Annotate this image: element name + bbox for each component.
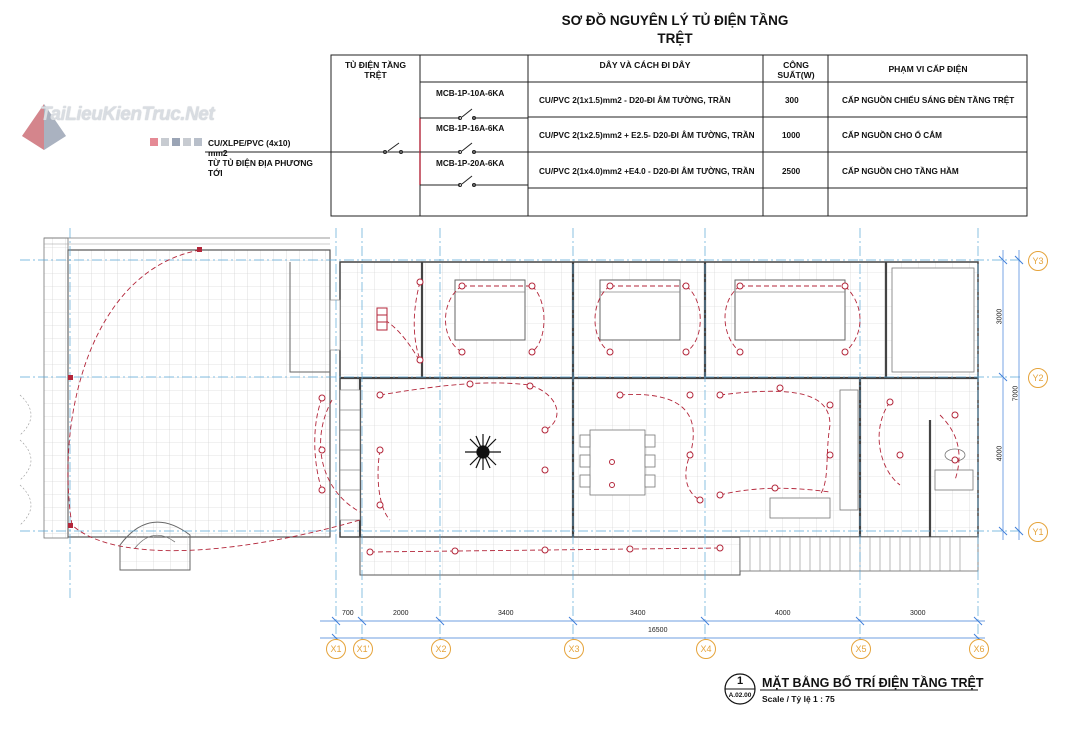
axis-bubble-x4: X4 (696, 639, 716, 659)
feeder-line3: TỪ TỦ ĐIỆN ĐỊA PHƯƠNG (208, 158, 313, 168)
dim-x4: 3400 (630, 610, 646, 617)
dim-y1: 3000 (996, 308, 1004, 325)
axis-bubble-y2: Y2 (1028, 368, 1048, 388)
house-body (330, 262, 978, 575)
row3-scope: CẤP NGUỒN CHO TẦNG HẦM (842, 167, 959, 176)
row1-power: 300 (785, 96, 799, 105)
feeder-line2: mm2 (208, 148, 228, 158)
schematic-title-line2: TRỆT (657, 31, 693, 46)
axis-bubble-x6: X6 (969, 639, 989, 659)
row2-power: 1000 (782, 131, 801, 140)
axis-bubble-x1: X1 (326, 639, 346, 659)
breaker-label-row2: MCB-1P-16A-6KA (436, 124, 505, 133)
schematic-title-line1: SƠ ĐỒ NGUYÊN LÝ TỦ ĐIỆN TẦNG (561, 13, 789, 28)
terrace-area (20, 238, 330, 570)
dim-y-total: 7000 (1012, 385, 1020, 402)
axis-bubble-y3: Y3 (1028, 251, 1048, 271)
header-wiring: DÂY VÀ CÁCH ĐI DÂY (599, 60, 691, 70)
row3-power: 2500 (782, 167, 801, 176)
axis-bubble-x2: X2 (431, 639, 451, 659)
row1-scope: CẤP NGUỒN CHIẾU SÁNG ĐÈN TẦNG TRỆT (842, 96, 1015, 105)
breaker-label-main: MCB-1P-10A-6KA (436, 89, 505, 98)
row2-wiring: CU/PVC 2(1x2.5)mm2 + E2.5- D20-ĐI ÂM TƯỜNG, TRẦN (539, 131, 755, 140)
dim-x-total: 16500 (648, 627, 668, 634)
header-panel: TỦ ĐIỆN TẦNG TRỆT (344, 60, 407, 80)
watermark-text: TaiLieuKienTruc.Net (40, 104, 215, 125)
dim-x3: 3400 (498, 610, 514, 617)
plan-title: MẶT BẰNG BỐ TRÍ ĐIỆN TẦNG TRỆT (762, 676, 984, 690)
row1-wiring: CU/PVC 2(1x1.5)mm2 - D20-ĐI ÂM TƯỜNG, TRẦN (539, 96, 731, 105)
plan-scale: Scale / Tỷ lệ 1 : 75 (762, 694, 835, 704)
axis-bubble-x1-prime: X1' (353, 639, 373, 659)
sheet-reference: A.02.00 (728, 692, 752, 699)
sheet-number: 1 (736, 675, 744, 687)
dim-x5: 4000 (775, 610, 791, 617)
dim-x1: 700 (342, 610, 354, 617)
row2-scope: CẤP NGUỒN CHO Ổ CẮM (842, 131, 942, 140)
axis-bubble-x5: X5 (851, 639, 871, 659)
dim-y2: 4000 (996, 445, 1004, 462)
header-power: CÔNG SUẤT(W) (777, 60, 815, 80)
breaker-label-row3: MCB-1P-20A-6KA (436, 159, 505, 168)
feeder-line1: CU/XLPE/PVC (4x10) (208, 138, 291, 148)
header-scope: PHẠM VI CẤP ĐIỆN (888, 64, 968, 74)
dim-x2: 2000 (393, 610, 409, 617)
dim-x6: 3000 (910, 610, 926, 617)
feeder-line4: TỚI (208, 168, 223, 178)
axis-bubble-y1: Y1 (1028, 522, 1048, 542)
row3-wiring: CU/PVC 2(1x4.0)mm2 +E4.0 - D20-ĐI ÂM TƯỜNG, TRẦN (539, 167, 755, 176)
chandelier-icon (465, 434, 501, 470)
panel-box-icon (377, 308, 387, 330)
axis-bubble-x3: X3 (564, 639, 584, 659)
